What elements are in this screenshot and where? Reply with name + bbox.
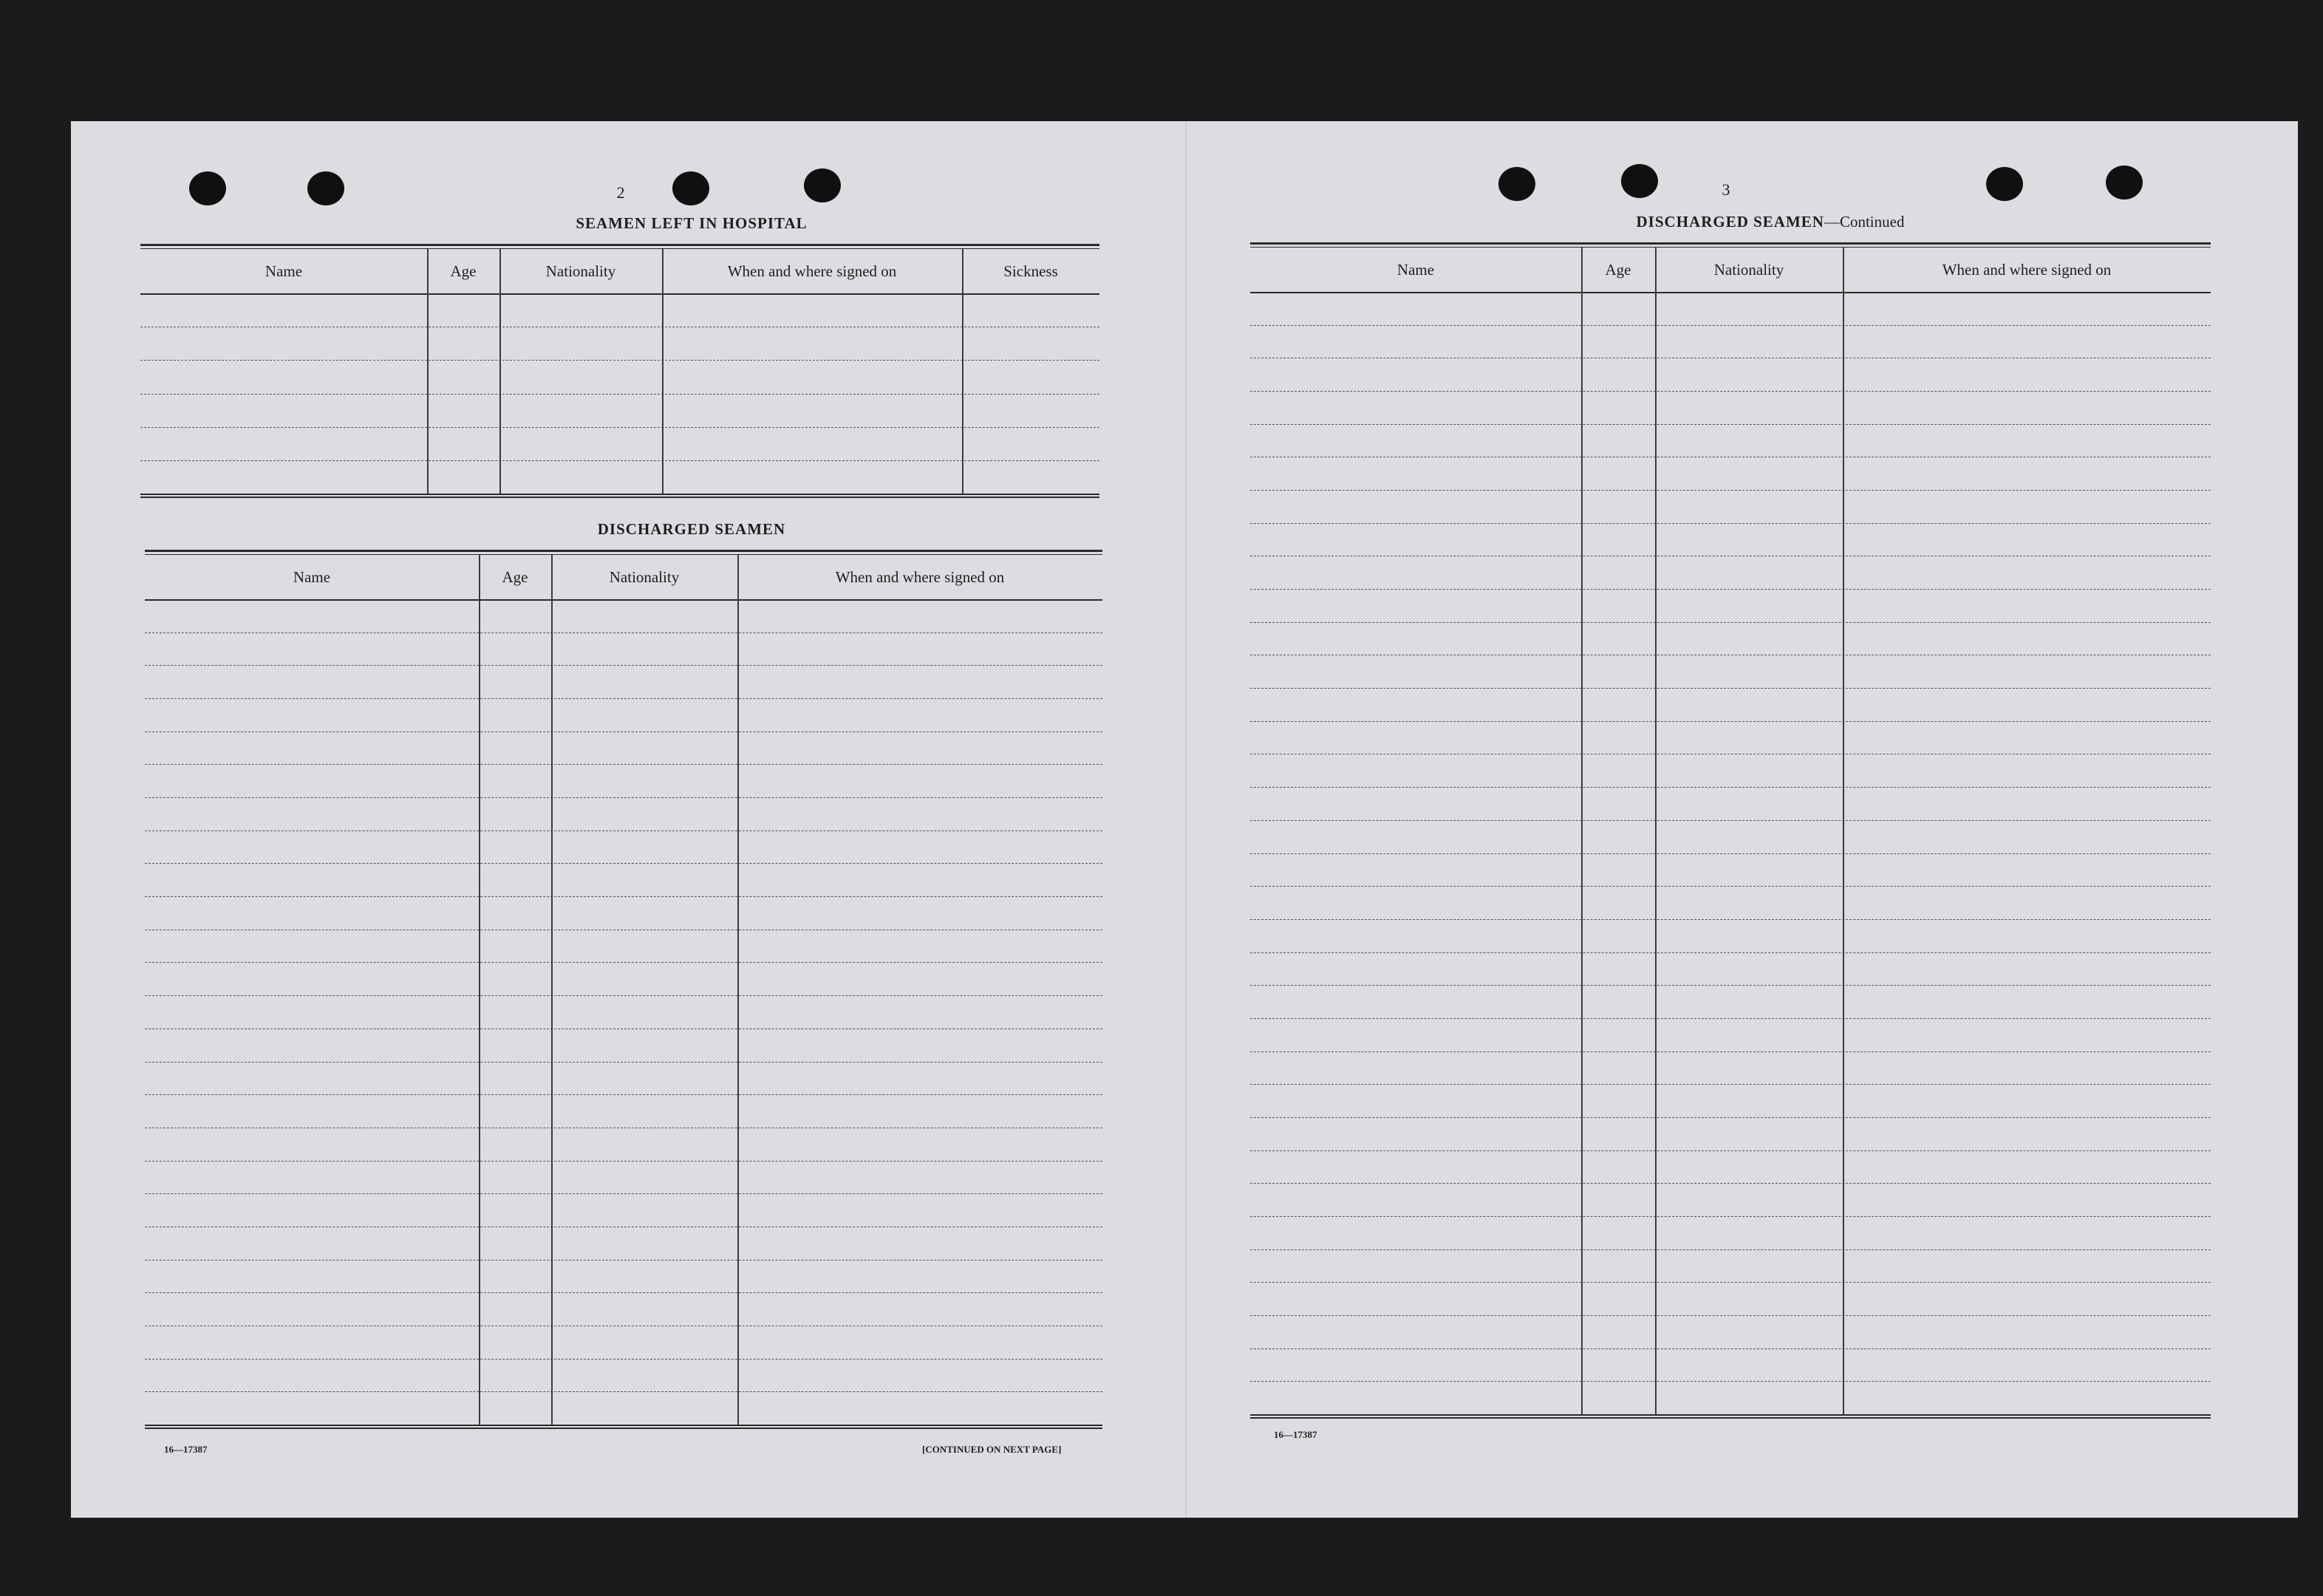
discharged-continued-suffix: —Continued (1824, 213, 1905, 231)
table-row (145, 962, 1102, 963)
punch-hole (804, 168, 841, 202)
table-row (145, 896, 1102, 897)
table-row (1250, 853, 2211, 854)
page-number-left: 2 (616, 183, 625, 202)
punch-hole (672, 171, 709, 205)
table-row (145, 764, 1102, 765)
column-header-name: Name (265, 262, 303, 280)
discharged-section-title: DISCHARGED SEAMEN (597, 520, 786, 538)
table-row (145, 863, 1102, 864)
discharged-continued-title-main: DISCHARGED SEAMEN (1636, 213, 1824, 231)
table-row (1250, 1117, 2211, 1118)
table-row (145, 665, 1102, 666)
table-row (1250, 1216, 2211, 1217)
punch-hole (1986, 167, 2023, 201)
table-row (145, 1260, 1102, 1261)
table-row (1250, 1150, 2211, 1151)
column-divider (1655, 248, 1657, 1414)
table-row (1250, 985, 2211, 986)
table-row (1250, 391, 2211, 392)
column-header-name: Name (1396, 260, 1435, 279)
table-row (1250, 1084, 2211, 1085)
table-header (145, 555, 1102, 601)
table-bottom-rule (1250, 1414, 2211, 1419)
table-bottom-rule (145, 1425, 1102, 1429)
table-row (1250, 886, 2211, 887)
column-divider (1843, 248, 1844, 1414)
table-row (1250, 721, 2211, 722)
hospital-table (140, 244, 1099, 499)
column-header-signed-on: When and where signed on (727, 262, 897, 280)
column-divider (551, 555, 553, 1425)
hospital-section-title: SEAMEN LEFT IN HOSPITAL (576, 214, 808, 232)
table-row (145, 1062, 1102, 1063)
table-bottom-rule (140, 494, 1099, 498)
table-row (140, 360, 1099, 361)
table-row (145, 1193, 1102, 1194)
table-row (145, 1359, 1102, 1360)
column-divider (499, 249, 501, 494)
column-divider (1581, 248, 1583, 1414)
column-header-age: Age (1605, 260, 1631, 279)
table-row (1250, 1282, 2211, 1283)
table-header (140, 249, 1099, 295)
punch-hole (1621, 164, 1658, 198)
table-row (1250, 1183, 2211, 1184)
table-row (140, 394, 1099, 395)
table-row (1250, 1315, 2211, 1316)
table-row (145, 797, 1102, 798)
column-header-nationality: Nationality (609, 567, 680, 586)
table-row (1250, 787, 2211, 788)
table-row (1250, 1381, 2211, 1382)
column-divider (662, 249, 664, 494)
table-row (1250, 952, 2211, 953)
form-number-left: 16—17387 (164, 1444, 208, 1455)
table-row (145, 995, 1102, 996)
column-header-nationality: Nationality (1713, 260, 1784, 279)
table-row (1250, 1348, 2211, 1349)
column-header-age: Age (502, 567, 528, 586)
table-row (140, 460, 1099, 461)
column-divider (427, 249, 429, 494)
table-row (1250, 424, 2211, 425)
table-row (145, 698, 1102, 699)
table-row (1250, 820, 2211, 821)
column-divider (962, 249, 963, 494)
table-row (145, 1161, 1102, 1162)
form-number-right: 16—17387 (1274, 1429, 1317, 1440)
discharged-table (145, 550, 1102, 1430)
table-row (1250, 589, 2211, 590)
table-row (1250, 919, 2211, 920)
continued-note: [CONTINUED ON NEXT PAGE] (922, 1444, 1062, 1455)
page-fold (1185, 121, 1187, 1518)
discharged-continued-table (1250, 242, 2211, 1420)
table-header (1250, 248, 2211, 293)
discharged-continued-title (1512, 213, 2029, 231)
table-top-rule (1250, 242, 2211, 248)
table-row (145, 1292, 1102, 1293)
table-top-rule (140, 244, 1099, 249)
table-row (1250, 490, 2211, 491)
punch-hole (1498, 167, 1535, 201)
table-row (1250, 1018, 2211, 1019)
column-header-name: Name (293, 567, 331, 586)
table-row (1250, 523, 2211, 524)
punch-hole (307, 171, 344, 205)
column-header-signed-on: When and where signed on (835, 567, 1005, 586)
column-header-nationality: Nationality (545, 262, 616, 280)
document-sheet (71, 121, 2298, 1518)
table-row (140, 427, 1099, 428)
page-number-right: 3 (1722, 180, 1730, 199)
column-divider (479, 555, 480, 1425)
table-row (145, 1094, 1102, 1095)
table-row (1250, 622, 2211, 623)
punch-hole (2106, 166, 2143, 200)
table-row (145, 1391, 1102, 1392)
table-row (1250, 325, 2211, 326)
table-row (1250, 1249, 2211, 1250)
column-header-age: Age (450, 262, 477, 280)
table-row (1250, 688, 2211, 689)
column-header-sickness: Sickness (1003, 262, 1058, 280)
column-divider (737, 555, 739, 1425)
column-header-signed-on: When and where signed on (1942, 260, 2112, 279)
punch-hole (189, 171, 226, 205)
table-row (145, 632, 1102, 633)
table-row (1250, 1051, 2211, 1052)
table-top-rule (145, 550, 1102, 555)
